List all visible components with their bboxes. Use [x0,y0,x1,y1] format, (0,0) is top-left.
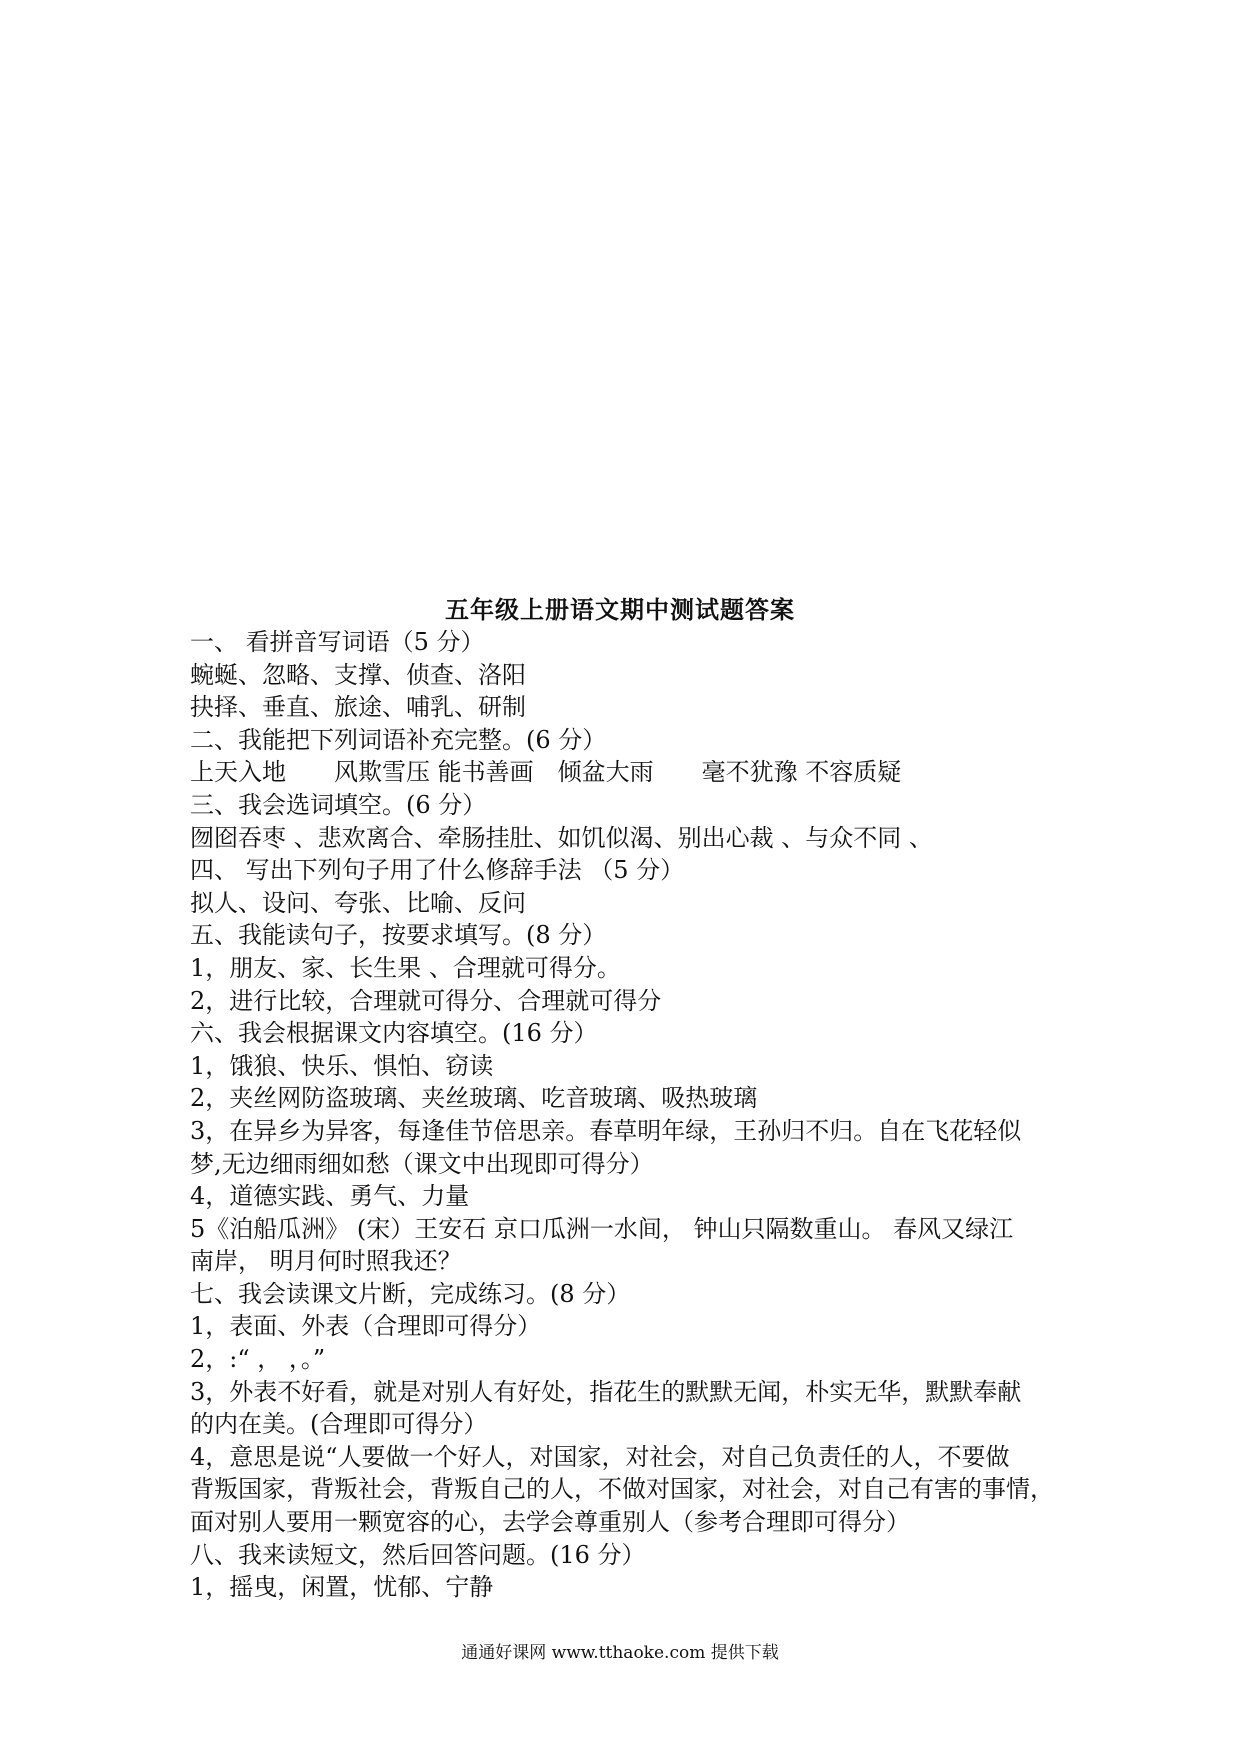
section-heading: 五、我能读句子，按要求填写。(8 分） [190,921,607,950]
answer-line: 3，外表不好看，就是对别人有好处，指花生的默默无闻，朴实无华，默默奉献 [190,1377,1022,1406]
answer-line: 背叛国家，背叛社会，背叛自己的人，不做对国家，对社会，对自己有害的事情， [190,1475,1054,1504]
section-heading: 七、我会读课文片断，完成练习。(8 分） [190,1279,631,1308]
answer-line: 抉择、垂直、旅途、哺乳、研制 [190,693,526,722]
answer-line: 2，夹丝网防盗玻璃、夹丝玻璃、吃音玻璃、吸热玻璃 [190,1084,758,1113]
section-heading: 三、我会选词填空。(6 分） [190,790,487,819]
document-title: 五年级上册语文期中测试题答案 [445,595,795,624]
answer-line: 的内在美。(合理即可得分） [190,1410,488,1439]
answer-line: 囫囵吞枣 、悲欢离合、牵肠挂肚、如饥似渴、别出心裁 、与众不同 、 [190,823,933,852]
answer-line: 梦,无边细雨细如愁（课文中出现即可得分） [190,1149,654,1178]
answer-line: 4，意思是说“人要做一个好人，对国家，对社会，对自己负责任的人，不要做 [190,1442,1010,1471]
section-heading: 八、我来读短文，然后回答问题。(16 分） [190,1540,646,1569]
answer-line: 4，道德实践、勇气、力量 [190,1182,470,1211]
section-heading: 一、 看拼音写词语（5 分） [190,628,485,656]
answer-line: 1，朋友、家、长生果 、合理就可得分。 [190,953,621,982]
section-heading: 六、我会根据课文内容填空。(16 分） [190,1019,598,1048]
answer-line: 面对别人要用一颗宽容的心，去学会尊重别人（参考合理即可得分） [190,1508,910,1537]
answer-line: 2，进行比较，合理就可得分、合理就可得分 [190,986,662,1015]
section-heading: 二、我能把下列词语补充完整。(6 分） [190,725,607,754]
answer-line: 1，饿狼、快乐、惧怕、窃读 [190,1051,494,1080]
answer-line: 拟人、设问、夸张、比喻、反问 [190,888,526,917]
answer-line: 5《泊船瓜洲》 (宋）王安石 京口瓜洲一水间， 钟山只隔数重山。 春风又绿江 [190,1214,1014,1243]
answer-line: 1，摇曳，闲置，忧郁、宁静 [190,1573,494,1602]
footer-download-note: 通通好课网 www.tthaoke.com 提供下载 [461,1643,779,1663]
answer-content [190,626,1070,1604]
answer-line: 1，表面、外表（合理即可得分） [190,1312,542,1341]
answer-line: 3，在异乡为异客，每逢佳节倍思亲。春草明年绿，王孙归不归。自在飞花轻似 [190,1116,1022,1145]
answer-line: 蜿蜒、忽略、支撑、侦查、洛阳 [190,660,526,689]
answer-line: 2，:“ ， ，。” [190,1345,326,1374]
answer-line: 上天入地 风欺雪压 能书善画 倾盆大雨 毫不犹豫 不容质疑 [190,758,902,787]
answer-line: 南岸， 明月何时照我还？ [190,1247,462,1276]
section-heading: 四、 写出下列句子用了什么修辞手法 （5 分） [190,856,685,885]
